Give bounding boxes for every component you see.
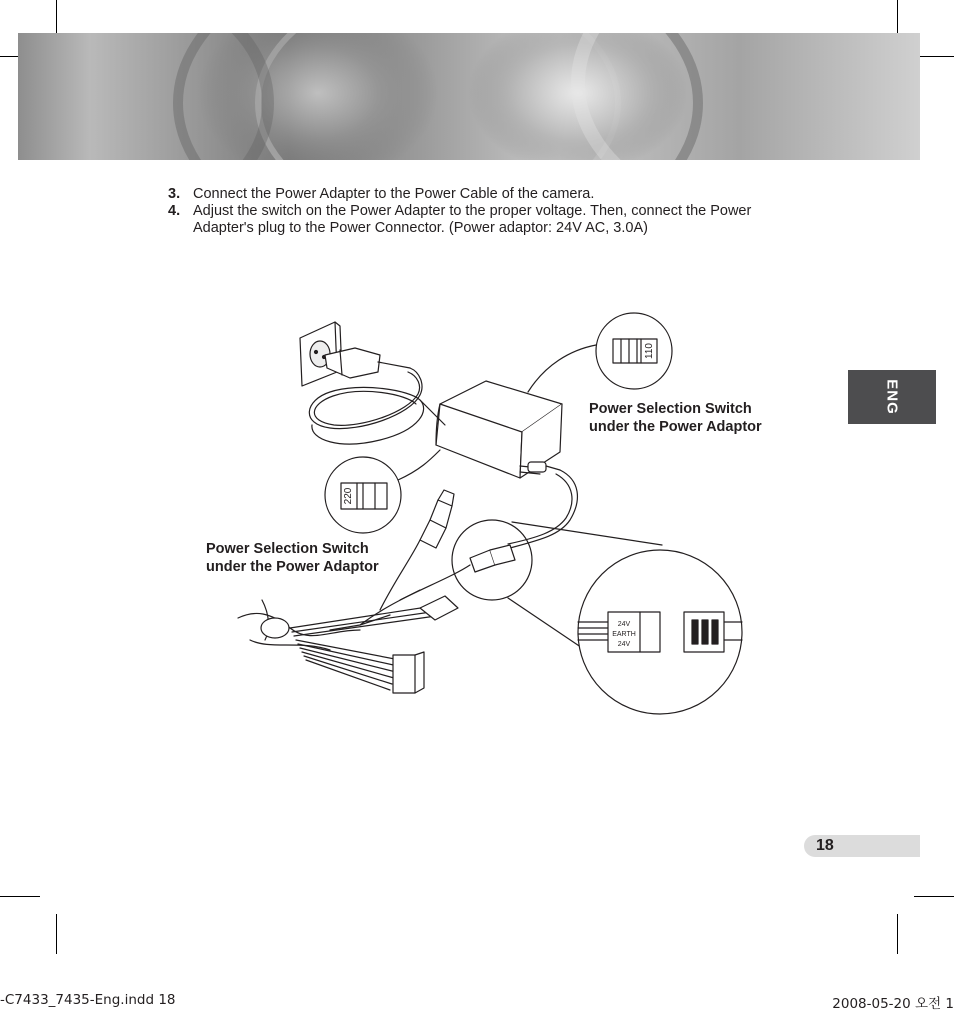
caption-right xyxy=(589,401,762,436)
switch-label-220: 220 xyxy=(343,487,354,505)
page-number: 18 xyxy=(816,837,834,854)
page-number-box xyxy=(804,835,920,857)
connector-pin-label: EARTH xyxy=(612,631,636,638)
step-number: 4. xyxy=(168,203,181,219)
connector-pin-label: 24V xyxy=(617,621,631,628)
step-number: 3. xyxy=(168,186,181,202)
connector-pin-label: 24V xyxy=(617,641,631,648)
coiled-cord-icon xyxy=(309,368,445,444)
caption-line: under the Power Adaptor xyxy=(589,418,762,435)
caption-left xyxy=(206,541,379,576)
caption-line: Power Selection Switch xyxy=(206,541,369,557)
footer-file-slug: -C7433_7435-Eng.indd 18 xyxy=(0,992,176,1008)
footer-date-slug: 2008-05-20 오전 1 xyxy=(832,996,954,1012)
power-plug-icon xyxy=(325,348,410,378)
language-tab-label: ENG xyxy=(883,379,901,415)
switch-label-110: 110 xyxy=(644,343,655,359)
step-text: Connect the Power Adapter to the Power Cable of the camera. xyxy=(193,186,595,202)
power-adapter-box-icon xyxy=(436,381,562,478)
caption-line: under the Power Adaptor xyxy=(206,558,379,575)
step-text: Adjust the switch on the Power Adapter to the proper voltage. Then, connect the Power Adapter's plug to the Power Connector. (Power adaptor: 24V AC, 3.0A) xyxy=(193,203,752,236)
caption-line: Power Selection Switch xyxy=(589,401,752,417)
